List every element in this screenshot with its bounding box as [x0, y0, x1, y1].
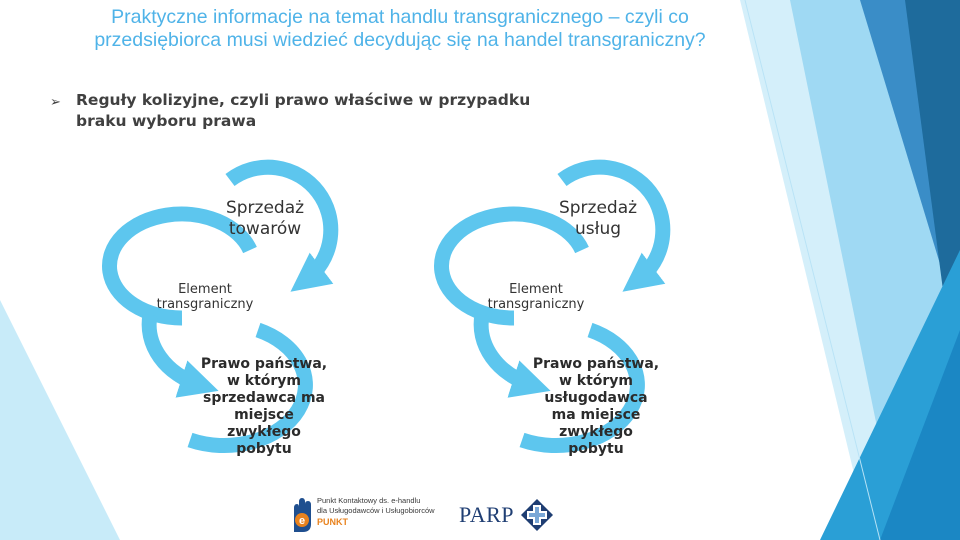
cycle-label-top: Sprzedaż usług [558, 198, 638, 239]
punkt-kontaktowy-logo [289, 494, 435, 536]
arrowhead-bullet-icon: ➢ [50, 95, 61, 110]
slide-title: Praktyczne informacje na temat handlu transgranicznego – czyli co przedsiębiorca musi wiedzieć decydując się na handel transgraniczny? [94, 6, 706, 51]
cycle-label-middle: Element transgraniczny [156, 282, 254, 312]
punkt-logo-line1: Punkt Kontaktowy ds. e-handlu [317, 496, 421, 505]
cycle-label-bottom: Prawo państwa, w którym sprzedawca ma miejsce zwykłego pobytu [200, 356, 328, 457]
cycle-label-middle: Element transgraniczny [487, 282, 585, 312]
cycle-arrow-down [481, 315, 532, 385]
parp-logo [457, 497, 557, 537]
cycle-label-top: Sprzedaż towarów [225, 198, 305, 239]
svg-text:e: e [298, 515, 306, 527]
punkt-logo-line2: dla Usługodawców i Usługobiorców [317, 506, 435, 515]
cycle-arrow-down [149, 315, 200, 385]
parp-cross-icon [519, 497, 559, 537]
punkt-logo-word: PUNKT [317, 517, 348, 527]
punkt-logo-text [317, 496, 435, 516]
bullet-text: Reguły kolizyjne, czyli prawo właściwe w przypadku braku wyboru prawa [76, 91, 531, 130]
cycle-label-bottom: Prawo państwa, w którym usługodawca ma miejsce zwykłego pobytu [532, 356, 660, 457]
hand-e-icon [289, 494, 315, 534]
parp-logo-text: PARP [459, 502, 515, 527]
